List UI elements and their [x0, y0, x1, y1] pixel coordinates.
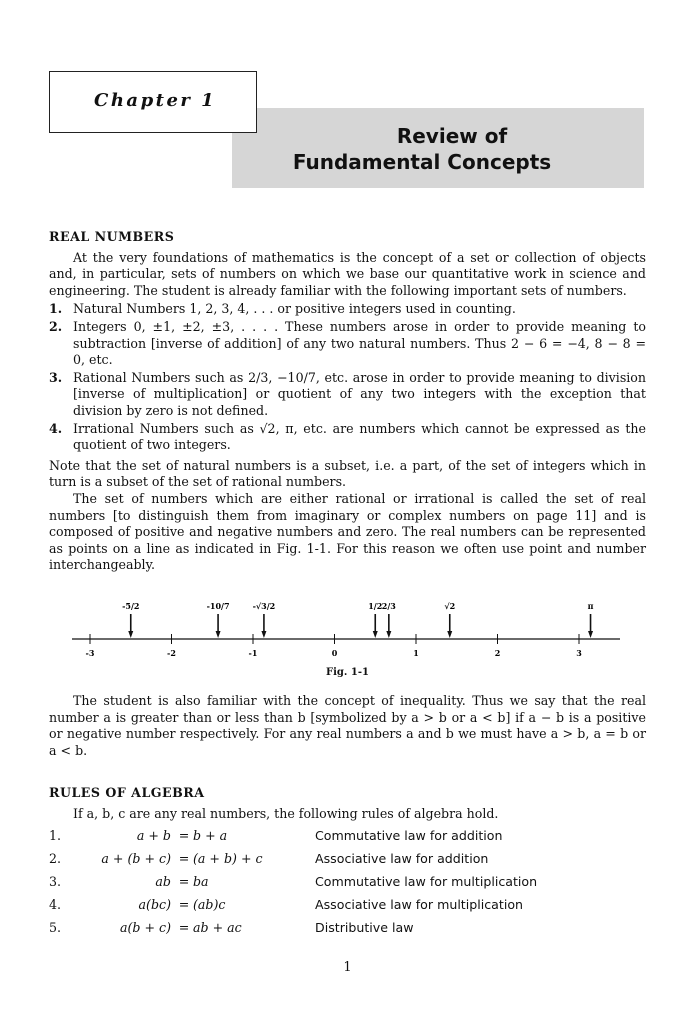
rule-lhs: a(bc)	[138, 897, 171, 913]
rule-description: Distributive law	[315, 920, 414, 936]
chapter-label: Chapter 1	[94, 90, 217, 111]
point-arrowhead	[261, 631, 266, 638]
rule-lhs: ab	[155, 874, 171, 890]
section-heading-real-numbers: REAL NUMBERS	[49, 229, 175, 244]
axis-tick-label: 1	[413, 648, 419, 658]
real-numbers-paragraph: The set of numbers which are either rational or irrational is called the set of real numbers [to distinguish them from imaginary or complex numbers on page 11] and is composed of positive and negative numbers and zero. The real numbers can be represented as points on a line as indicated in Fig. 1-1. For this reason we often use point and number interchangeably.	[49, 490, 646, 573]
rule-number: 3.	[49, 874, 62, 890]
rule-lhs: a + (b + c)	[101, 851, 171, 867]
axis-tick-label: -3	[85, 648, 95, 658]
subset-note: Note that the set of natural numbers is a subset, i.e. a part, of the set of integers which in turn is a subset of the set of rational numbers.	[49, 457, 646, 490]
axis-tick-label: 3	[576, 648, 582, 658]
rule-lhs: a + b	[136, 828, 171, 844]
rule-number: 5.	[49, 920, 62, 936]
point-label: -√3/2	[252, 601, 276, 611]
point-label: -5/2	[122, 601, 140, 611]
point-arrowhead	[128, 631, 133, 638]
axis-tick-label: -2	[167, 648, 176, 658]
rule-description: Commutative law for multiplication	[315, 874, 538, 890]
list-item: 4. Irrational Numbers such as √2, π, etc. are numbers which cannot be expressed as the quotient of two integers.	[49, 420, 646, 453]
rule-rhs: b + a	[193, 828, 228, 844]
rule-number: 1.	[49, 828, 62, 844]
point-arrowhead	[373, 631, 378, 638]
rule-number: 2.	[49, 851, 62, 867]
rule-number: 4.	[49, 897, 62, 913]
point-label: 2/3	[381, 601, 396, 611]
rules-intro: If a, b, c are any real numbers, the following rules of algebra hold.	[73, 805, 499, 821]
rules-of-algebra-section	[49, 785, 646, 943]
point-arrowhead	[588, 631, 593, 638]
rule-equals: =	[178, 920, 190, 936]
chapter-title-line2: Fundamental Concepts	[292, 150, 552, 174]
real-numbers-section	[49, 229, 646, 574]
rule-equals: =	[178, 828, 190, 844]
axis-tick-label: 2	[494, 648, 501, 658]
list-item: 1. Natural Numbers 1, 2, 3, 4, . . . or positive integers used in counting.	[49, 301, 516, 317]
page-number: 1	[343, 960, 352, 975]
list-item: 3. Rational Numbers such as 2/3, −10/7, etc. arose in order to provide meaning to division [inverse of multiplication] or quotient of any two integers with the exception that division by zero is not defined.	[49, 369, 646, 418]
rule-rhs: (a + b) + c	[193, 851, 263, 867]
point-arrowhead	[386, 631, 391, 638]
point-label: 1/2	[368, 601, 383, 611]
rule-lhs: a(b + c)	[119, 920, 171, 936]
rule-equals: =	[178, 851, 190, 867]
rule-rhs: ab + ac	[193, 920, 242, 936]
table-row	[49, 851, 537, 874]
rule-rhs: ba	[193, 874, 209, 890]
rule-description: Associative law for multiplication	[315, 897, 524, 913]
rule-equals: =	[178, 874, 190, 890]
inequality-section	[49, 693, 646, 759]
table-row	[49, 920, 537, 943]
point-label: √2	[444, 601, 456, 611]
real-numbers-intro: At the very foundations of mathematics is the concept of a set or collection of objects and, in particular, sets of numbers on which we base our quantitative work in science and engineering. The student is already familiar with the following important sets of numbers.	[49, 249, 646, 298]
rule-equals: =	[178, 897, 190, 913]
chapter-label-box	[49, 71, 257, 133]
number-sets-list	[49, 301, 646, 453]
chapter-title-line1: Review of	[396, 124, 508, 148]
inequality-paragraph: The student is also familiar with the concept of inequality. Thus we say that the real number a is greater than or less than b [symbolized by a > b or a < b] if a − b is a positive or negative number respectively. For any real numbers a and b we must have a > b, a = b or a < b.	[49, 693, 646, 758]
list-item: 2. Integers 0, ±1, ±2, ±3, . . . . These numbers arose in order to provide meaning to subtraction [inverse of addition] of any two natural numbers. Thus 2 − 6 = −4, 8 − 8 = 0, etc.	[49, 318, 646, 368]
table-row	[49, 897, 537, 920]
point-arrowhead	[216, 631, 221, 638]
table-row	[49, 828, 537, 851]
axis-tick-label: -1	[248, 648, 258, 658]
chapter-title-band	[232, 108, 644, 188]
rules-table	[49, 828, 537, 943]
figure-caption: Fig. 1-1	[326, 667, 369, 678]
point-arrowhead	[447, 631, 452, 638]
table-row	[49, 874, 537, 897]
section-heading-rules: RULES OF ALGEBRA	[49, 785, 205, 800]
point-label: π	[587, 601, 594, 611]
point-label: -10/7	[206, 601, 230, 611]
rule-description: Associative law for addition	[315, 851, 489, 867]
axis-tick-label: 0	[331, 648, 338, 658]
rule-description: Commutative law for addition	[315, 828, 503, 844]
rule-rhs: (ab)c	[193, 897, 226, 913]
